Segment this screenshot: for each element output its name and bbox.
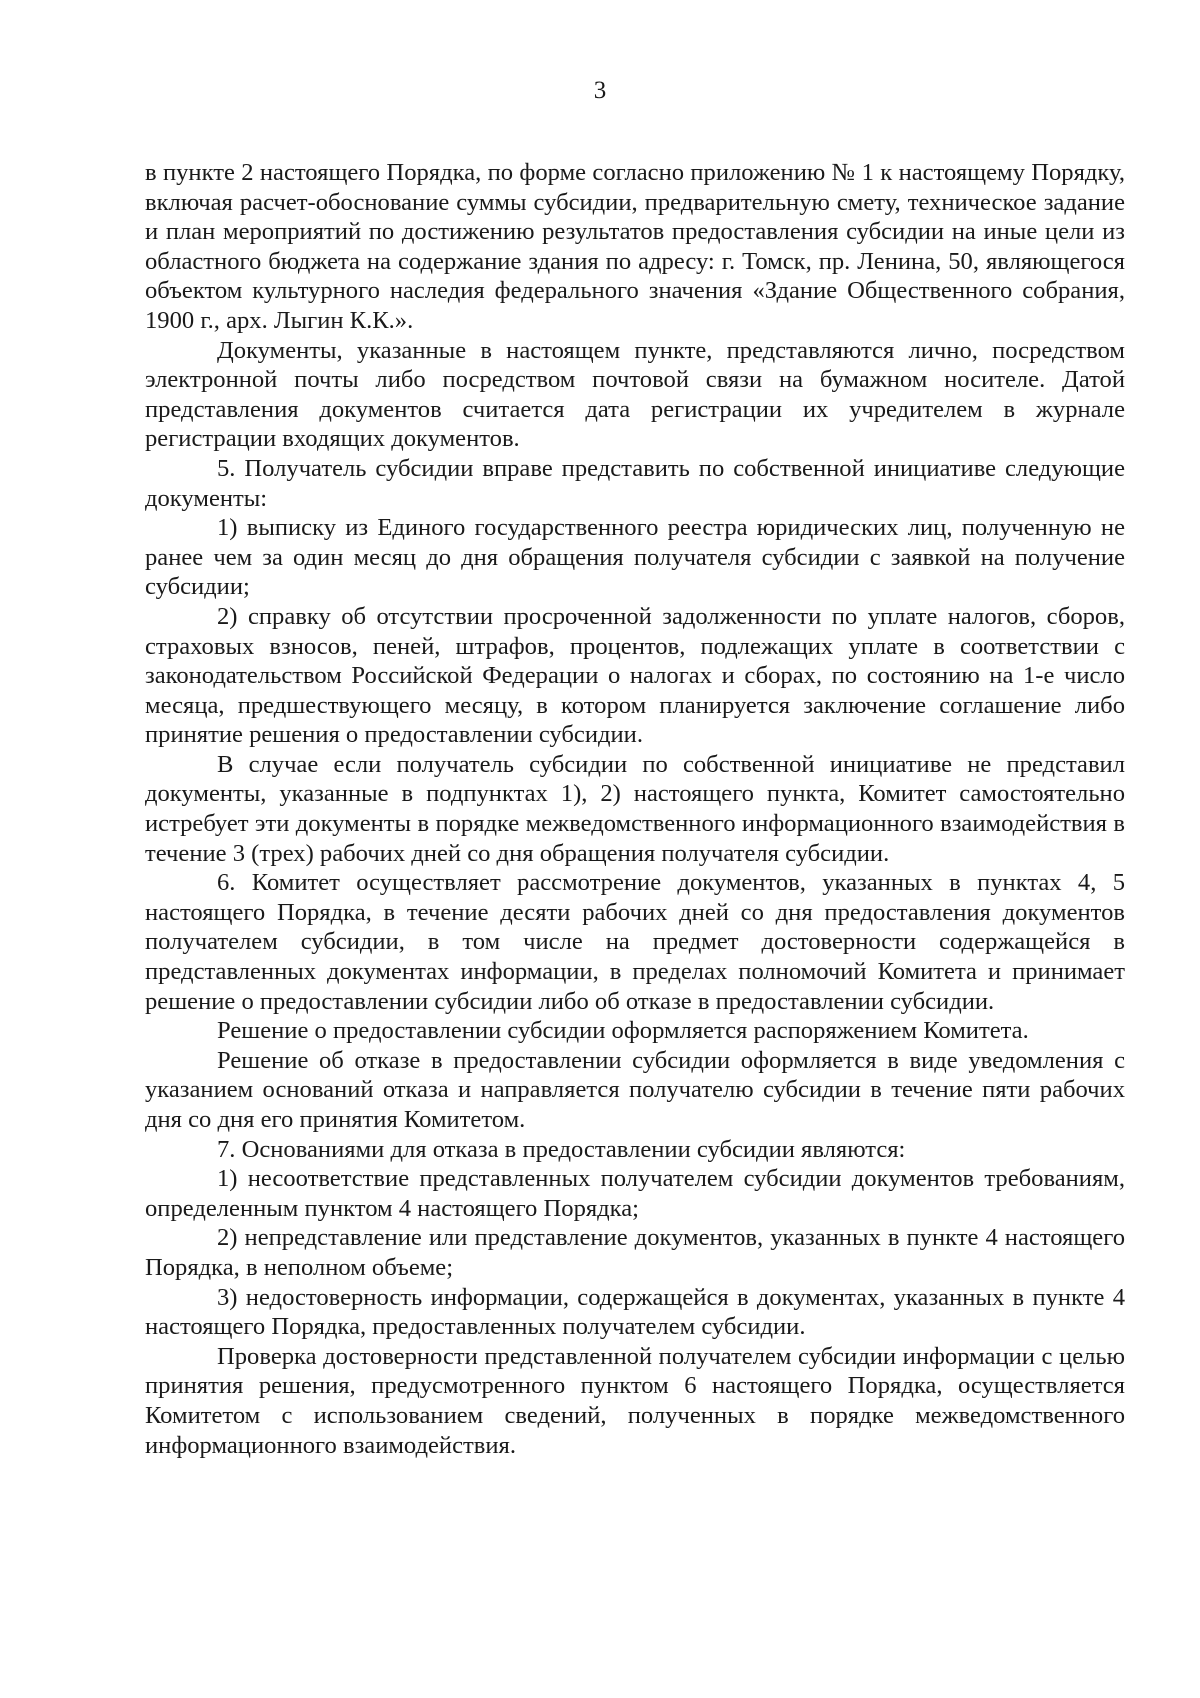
paragraph-clause-7-item-1: 1) несоответствие представленных получателем субсидии документов требованиям, определенным пунктом 4 настоящего Порядка; <box>145 1165 1125 1222</box>
document-body <box>145 158 1125 1460</box>
paragraph-clause-7-item-2: 2) непредставление или представление документов, указанных в пункте 4 настоящего Порядка, в неполном объеме; <box>145 1224 1125 1281</box>
paragraph-clause-5: 5. Получатель субсидии вправе представить по собственной инициативе следующие документы: <box>145 454 1125 512</box>
page-number: 3 <box>593 77 607 104</box>
paragraph-documents-submission: Документы, указанные в настоящем пункте, представляются лично, посредством электронной почты либо посредством почтовой связи на бумажном носителе. Датой представления документов считается дата регистрации их учредителем в журнале регистрации входящих документов. <box>145 336 1125 453</box>
paragraph-verification: Проверка достоверности представленной получателем субсидии информации с целью принятия решения, предусмотренного пунктом 6 настоящего Порядка, осуществляется Комитетом с использованием сведений, полученных в порядке межведомственного информационного взаимодействия. <box>145 1342 1125 1459</box>
paragraph-decision-refusal: Решение об отказе в предоставлении субсидии оформляется в виде уведомления с указанием оснований отказа и направляется получателю субсидии в течение пяти рабочих дня со дня его принятия Комитетом. <box>145 1046 1125 1133</box>
paragraph-clause-7: 7. Основаниями для отказа в предоставлении субсидии являются: <box>217 1135 906 1163</box>
paragraph-clause-5-interagency: В случае если получатель субсидии по собственной инициативе не представил документы, указанные в подпунктах 1), 2) настоящего пункта, Комитет самостоятельно истребует эти документы в порядке межведомственного информационного взаимодействия в течение 3 (трех) рабочих дней со дня обращения получателя субсидии. <box>145 750 1125 867</box>
paragraph-clause-7-item-3: 3) недостоверность информации, содержащейся в документах, указанных в пункте 4 настоящего Порядка, предоставленных получателем субсидии. <box>145 1283 1125 1341</box>
paragraph-clause-5-item-1: 1) выписку из Единого государственного реестра юридических лиц, полученную не ранее чем за один месяц до дня обращения получателя субсидии с заявкой на получение субсидии; <box>145 514 1125 601</box>
paragraph-clause-5-item-2: 2) справку об отсутствии просроченной задолженности по уплате налогов, сборов, страховых взносов, пеней, штрафов, процентов, подлежащих уплате в соответствии с законодательством Российской Федерации о налогах и сборах, по состоянию на 1-е число месяца, предшествующего месяцу, в котором планируется заключение соглашение либо принятие решения о предоставлении субсидии. <box>145 602 1125 749</box>
paragraph-decision-approval: Решение о предоставлении субсидии оформляется распоряжением Комитета. <box>217 1017 1029 1045</box>
paragraph-clause-6: 6. Комитет осуществляет рассмотрение документов, указанных в пунктах 4, 5 настоящего Порядка, в течение десяти рабочих дней со дня предоставления документов получателем субсидии, в том числе на предмет достоверности содержащейся в представленных документах информации, в пределах полномочий Комитета и принимает решение о предоставлении субсидии либо об отказе в предоставлении субсидии. <box>145 869 1125 1015</box>
paragraph-continuation: в пункте 2 настоящего Порядка, по форме согласно приложению № 1 к настоящему Порядку, включая расчет-обоснование суммы субсидии, предварительную смету, техническое задание и план мероприятий по достижению результатов предоставления субсидии на иные цели из областного бюджета на содержание здания по адресу: г. Томск, пр. Ленина, 50, являющегося объектом культурного наследия федерального значения «Здание Общественного собрания, 1900 г., арх. Лыгин К.К.». <box>145 159 1125 334</box>
